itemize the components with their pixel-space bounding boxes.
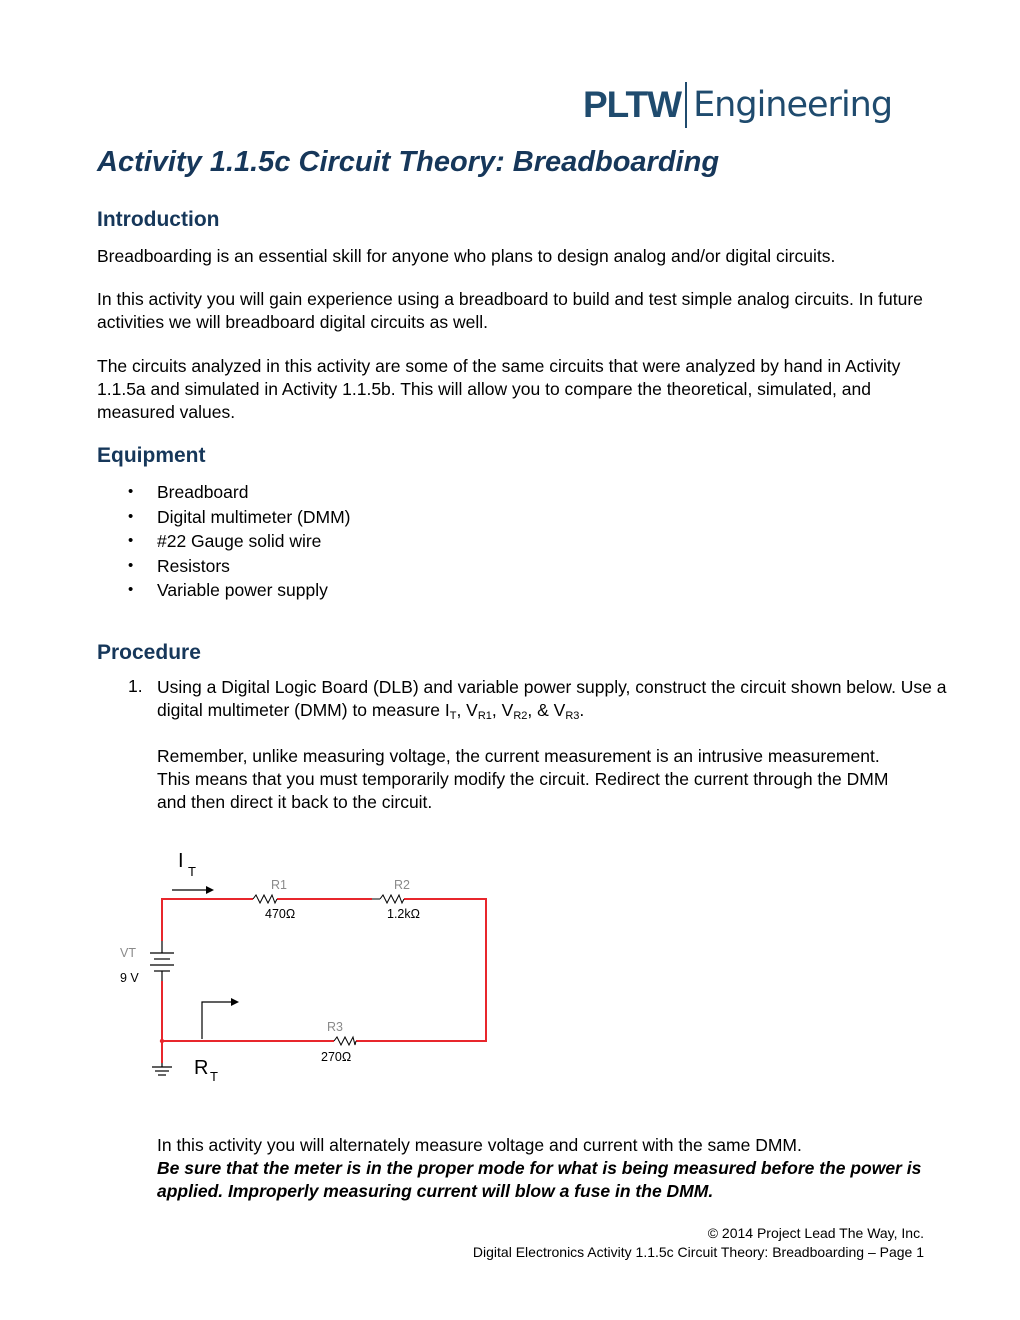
footer [473,1224,924,1262]
procedure-heading: Procedure [97,641,201,664]
footer-page: Digital Electronics Activity 1.1.5c Circuit Theory: Breadboarding – Page 1 [472,1244,924,1260]
alternate-paragraph: In this activity you will alternately measure voltage and current with the same DMM. [157,1135,802,1155]
resistance-probe-arrow-icon [202,998,239,1039]
intro-paragraph-3: The circuits analyzed in this activity are some of the same circuits that were analyzed by hand in Activity 1.1.5a and simulated in Activity 1.1.5b. This will allow you to compare the theoretical, simulated, and measured values. [97,356,901,422]
r3-name: R3 [327,1020,343,1034]
battery-icon [150,941,174,981]
equipment-heading: Equipment [97,444,206,467]
bullet-icon: • [128,581,134,598]
page-title: Activity 1.1.5c Circuit Theory: Breadboarding [97,146,720,178]
bullet-icon: • [128,532,134,549]
bullet-icon: • [128,556,134,574]
it-label: I [178,850,184,872]
rt-label: R [194,1057,209,1079]
r1-resistor-icon [253,895,277,903]
equipment-item: • Resistors [97,554,350,579]
warning-paragraph: Be sure that the meter is in the proper mode for what is being measured before the power is applied. Improperly measuring current will blow a fuse in the DMM. [157,1158,922,1201]
intro-paragraph-2: In this activity you will gain experience using a breadboard to build and test simple analog circuits. In future activities we will breadboard digital circuits as well. [97,289,923,332]
r2-resistor-icon [380,895,404,903]
circuit-wires [162,899,486,1063]
intro-paragraph-1: Breadboarding is an essential skill for anyone who plans to design analog and/or digital circuits. [97,246,836,266]
bullet-icon: • [128,507,134,525]
logo-divider [685,82,687,128]
current-arrow-icon [172,886,214,894]
bullet-icon: • [128,483,134,500]
rt-sub: T [210,1069,218,1084]
source-name: VT [120,946,136,960]
source-value: 9 V [120,971,139,985]
r3-resistor-icon [334,1037,356,1045]
r2-value: 1.2kΩ [387,907,420,921]
equipment-item: • Digital multimeter (DMM) [97,505,350,530]
r1-name: R1 [271,878,287,892]
pltw-logo [583,80,892,130]
footer-copyright: © 2014 Project Lead The Way, Inc. [707,1225,924,1241]
introduction-heading: Introduction [97,208,220,231]
it-sub: T [188,864,196,879]
step-number: 1. [128,676,143,696]
node-dot [160,1039,164,1043]
equipment-item: • #22 Gauge solid wire [97,529,350,554]
equipment-item: • Variable power supply [97,578,350,603]
remember-paragraph: Remember, unlike measuring voltage, the current measurement is an intrusive measurement. This means that you must temporarily modify the circuit. Redirect the current through the DMM and then direct it back to the circuit. [157,746,889,812]
equipment-item: • Breadboard [97,480,350,505]
step-1-text: Using a Digital Logic Board (DLB) and variable power supply, construct the circuit shown below. Use a digital multimeter (DMM) to measure $I_T$, $V_{R1}$, $V_{R2}$, & $V_{R3}$. [157,677,947,722]
ground-icon [152,1063,172,1075]
equipment-list [97,480,350,603]
circuit-diagram [110,845,510,1085]
r3-value: 270Ω [321,1050,352,1064]
r2-name: R2 [394,878,410,892]
logo-sub: Engineering [693,85,893,125]
r1-value: 470Ω [265,907,296,921]
logo-brand: PLTW [583,84,682,125]
